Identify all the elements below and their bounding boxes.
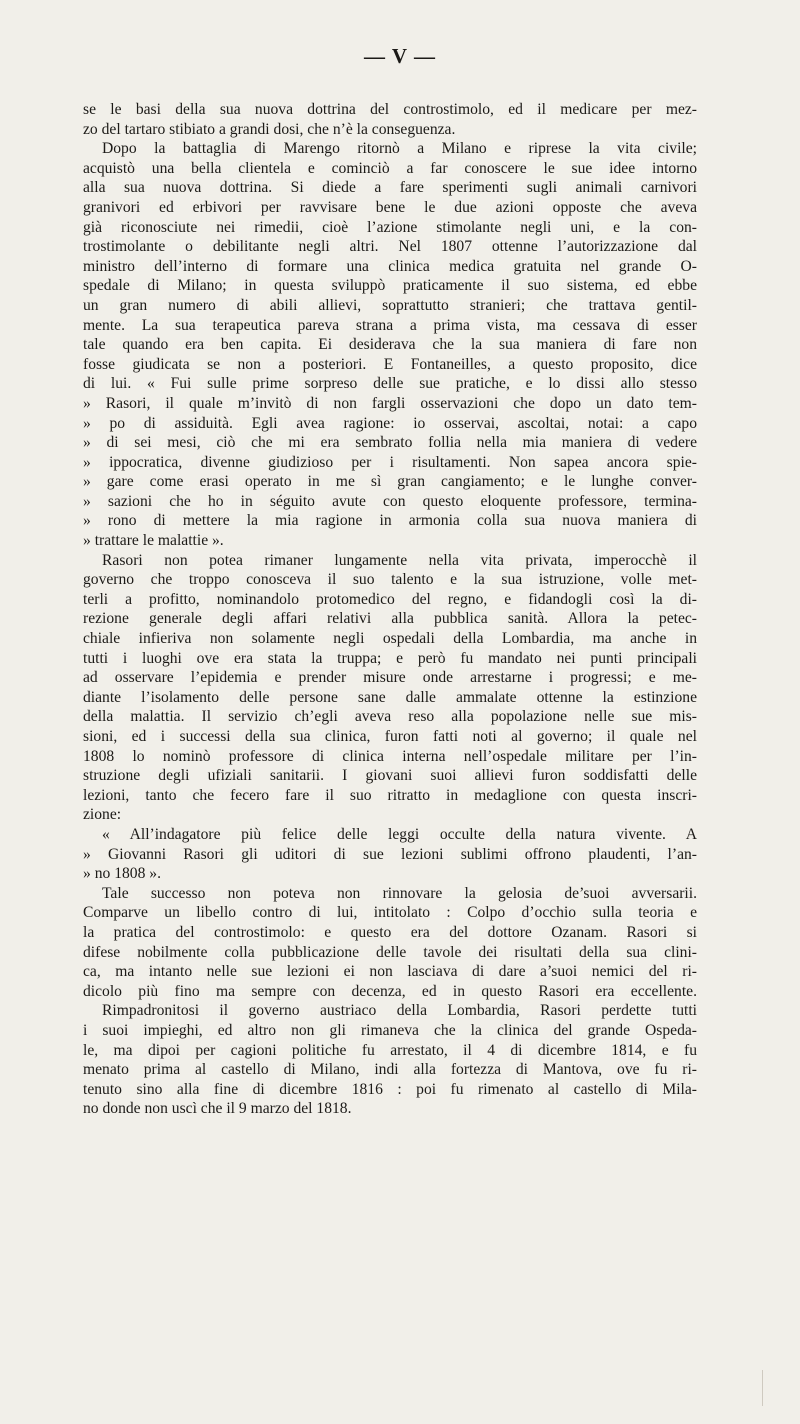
text-line: » rono di mettere la mia ragione in armonia colla sua nuova maniera di xyxy=(83,512,697,530)
text-line: le, ma dipoi per cagioni politiche fu arrestato, il 4 di dicembre 1814, e fu xyxy=(83,1041,697,1059)
text-line: « All’indagatore più felice delle leggi occulte della natura vivente. A xyxy=(102,825,697,843)
text-line: » trattare le malattie ». xyxy=(83,532,224,550)
text-line: mente. La sua terapeutica pareva strana a prima vista, ma cessava di esser xyxy=(83,316,697,334)
text-line: Rasori non potea rimaner lungamente nella vita privata, imperocchè il xyxy=(102,551,697,569)
text-line: granivori ed erbivori per ravvisare bene le due azioni opposte che aveva xyxy=(83,198,697,216)
text-line: menato prima al castello di Milano, indi alla fortezza di Mantova, ove fu ri- xyxy=(83,1061,697,1079)
text-line: » sazioni che ho in séguito avute con questo eloquente professore, termina- xyxy=(83,492,697,510)
text-line: tutti i luoghi ove era stata la truppa; e però fu mandato nei punti principali xyxy=(83,649,697,667)
text-line: » di sei mesi, ciò che mi era sembrato follia nella mia maniera di vedere xyxy=(83,434,697,452)
body-text xyxy=(83,100,697,1119)
text-line: ad osservare l’epidemia e prender misure onde arrestarne i progressi; e me- xyxy=(83,669,697,687)
page-edge-mark xyxy=(762,1370,763,1406)
text-line: zione: xyxy=(83,806,122,824)
text-line: no donde non uscì che il 9 marzo del 1818. xyxy=(83,1100,352,1118)
page-number: — V — xyxy=(364,44,436,68)
text-line: diante l’isolamento delle persone sane dalle ammalate ottenne la estinzione xyxy=(83,688,697,706)
text-line: tale quando era ben capita. Ei desiderava che la sua maniera di fare non xyxy=(83,336,697,354)
text-line: un gran numero di abili allievi, soprattutto stranieri; che trattava gentil- xyxy=(83,296,697,314)
text-line: terli a profitto, nominandolo protomedico del regno, e fidandogli così la di- xyxy=(83,590,697,608)
text-line: della malattia. Il servizio ch’egli aveva reso alla popolazione nelle sue mis- xyxy=(83,708,697,726)
text-line: i suoi impieghi, ed altro non gli rimaneva che la clinica del grande Ospeda- xyxy=(83,1021,697,1039)
text-line: lezioni, tanto che fecero fare il suo ritratto in medaglione con questa inscri- xyxy=(83,786,697,804)
text-line: » Rasori, il quale m’invitò di non fargli osservazioni che dopo un dato tem- xyxy=(83,394,697,412)
text-line: fosse giudicata se non a posteriori. E Fontaneilles, a questo proposito, dice xyxy=(83,355,697,373)
text-line: » ippocratica, divenne giudizioso per i risultamenti. Non sapea ancora spie- xyxy=(83,453,697,471)
text-line: ministro dell’interno di formare una clinica medica gratuita nel grande O- xyxy=(83,257,697,275)
text-line: Dopo la battaglia di Marengo ritornò a Milano e riprese la vita civile; xyxy=(102,140,697,158)
text-line: trostimolante o debilitante negli altri. Nel 1807 ottenne l’autorizzazione dal xyxy=(83,238,697,256)
text-line: Tale successo non poteva non rinnovare la gelosia de’suoi avversarii. xyxy=(102,884,697,902)
text-line: Rimpadronitosi il governo austriaco della Lombardia, Rasori perdette tutti xyxy=(102,1002,697,1020)
text-line: » po di assiduità. Egli avea ragione: io osservai, ascoltai, notai: a capo xyxy=(83,414,697,432)
text-line: zo del tartaro stibiato a grandi dosi, che n’è la conseguenza. xyxy=(83,120,456,138)
text-line: rezione generale degli affari relativi alla pubblica sanità. Allora la petec- xyxy=(83,610,697,628)
text-line: ca, ma intanto nelle sue lezioni ei non lasciava di dare a’suoi nemici del ri- xyxy=(83,963,697,981)
text-line: governo che troppo conosceva il suo talento e la sua istruzione, volle met- xyxy=(83,571,697,589)
text-line: sioni, ed i successi della sua clinica, furon fatti noti al governo; il quale nel xyxy=(83,728,697,745)
text-line: struzione degli ufiziali sanitarii. I giovani suoi allievi furon soddisfatti delle xyxy=(83,767,697,785)
text-line: la pratica del controstimolo: e questo era del dottore Ozanam. Rasori si xyxy=(83,923,697,941)
text-line: di lui. « Fui sulle prime sorpreso delle sue pratiche, e lo dissi allo stesso xyxy=(83,375,697,393)
text-line: acquistò una bella clientela e cominciò a far conoscere le sue idee intorno xyxy=(83,159,697,177)
text-line: 1808 lo nominò professore di clinica interna nell’ospedale militare per l’in- xyxy=(83,747,697,765)
text-line: » no 1808 ». xyxy=(83,865,161,883)
text-line: Comparve un libello contro di lui, intitolato : Colpo d’occhio sulla teoria e xyxy=(83,904,697,922)
text-line: spedale di Milano; in questa sviluppò praticamente il suo sistema, ed ebbe xyxy=(83,277,697,295)
text-line: già riconosciute nei rimedii, cioè l’azione stimolante negli uni, e la con- xyxy=(83,218,697,236)
text-line: chiale infieriva non solamente negli ospedali della Lombardia, ma anche in xyxy=(83,630,697,648)
text-line: » Giovanni Rasori gli uditori di sue lezioni sublimi offrono plaudenti, l’an- xyxy=(83,845,697,863)
text-line: » gare come erasi operato in me sì gran cangiamento; e le lunghe conver- xyxy=(83,473,697,491)
text-line: se le basi della sua nuova dottrina del controstimolo, ed il medicare per mez- xyxy=(83,101,697,118)
text-line: difese nobilmente colla pubblicazione delle tavole dei risultati della sua clini- xyxy=(83,943,697,961)
text-line: tenuto sino alla fine di dicembre 1816 : poi fu rimenato al castello di Mila- xyxy=(83,1080,697,1098)
text-line: alla sua nuova dottrina. Si diede a fare sperimenti sugli animali carnivori xyxy=(83,179,697,197)
text-line: dicolo più fino ma sempre con decenza, ed in questo Rasori era eccellente. xyxy=(83,982,697,1000)
